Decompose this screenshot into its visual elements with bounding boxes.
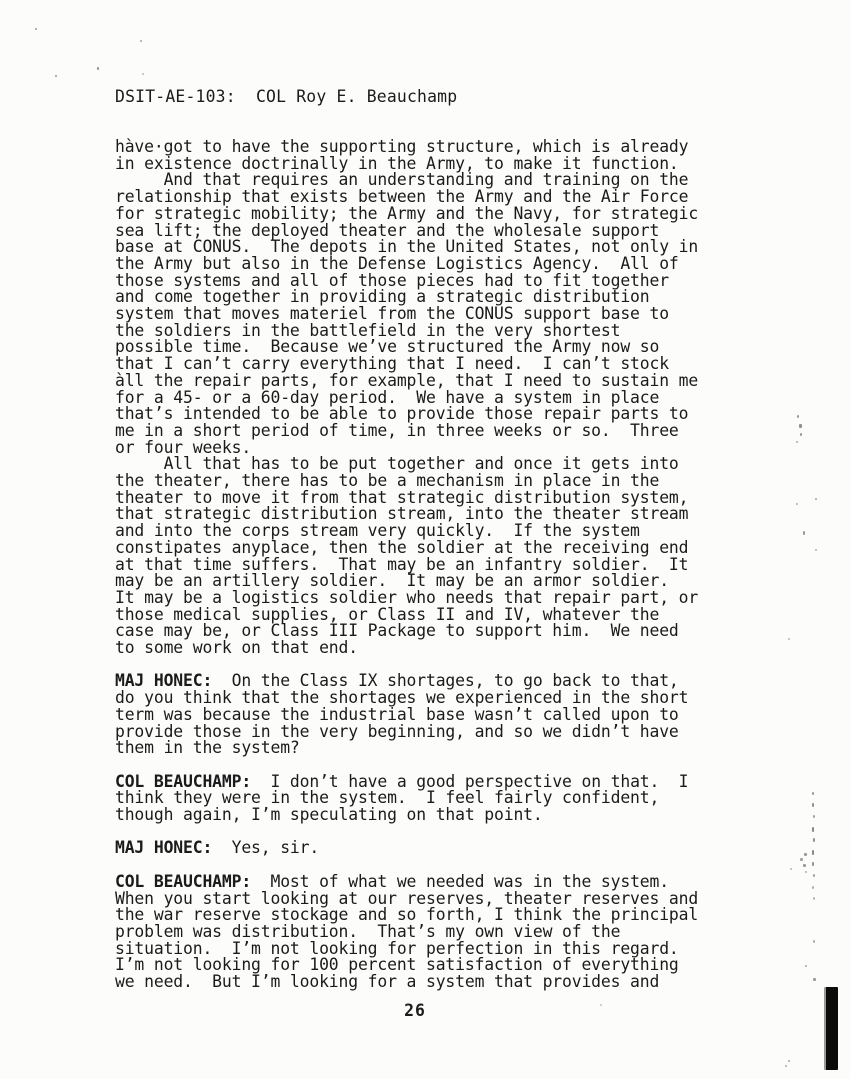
transcript-line: the Army but also in the Defense Logistics Agency. All of <box>115 253 679 273</box>
transcript-line: COL BEAUCHAMP: I don’t have a good perspective on that. I <box>115 771 689 791</box>
transcript-line: constipates anyplace, then the soldier at the receiving end <box>115 537 689 557</box>
scan-speck <box>803 531 805 535</box>
transcript-line: though again, I’m speculating on that point. <box>115 805 543 825</box>
transcript-line: When you start looking at our reserves, theater reserves and <box>115 888 699 908</box>
speaker-label: COL BEAUCHAMP: <box>115 871 252 891</box>
scan-speck <box>790 868 792 870</box>
transcript-line: or four weeks. <box>115 437 252 457</box>
scan-speck <box>799 424 802 428</box>
transcript-line: and into the corps stream very quickly. If the system <box>115 521 640 541</box>
transcript-line: provide those in the very beginning, and so we didn’t have <box>115 721 679 741</box>
transcript-paragraph <box>115 673 735 757</box>
transcript-paragraph <box>115 456 735 656</box>
scan-speck <box>55 75 57 77</box>
document-header: DSIT-AE-103: COL Roy E. Beauchamp <box>115 87 458 106</box>
scan-speck <box>812 792 814 795</box>
transcript-line: MAJ HONEC: Yes, sir. <box>115 838 320 858</box>
transcript-line: base at CONUS. The depots in the United States, not only in <box>115 237 699 257</box>
transcript-line: that I can’t carry everything that I need. I can’t stock <box>115 354 669 374</box>
scan-speck <box>813 978 816 981</box>
speaker-label: MAJ HONEC: <box>115 838 213 858</box>
page-number: 26 <box>404 1001 426 1020</box>
transcript-line: COL BEAUCHAMP: Most of what we needed was in the system. <box>115 871 669 891</box>
transcript-line: may be an artillery soldier. It may be an armor soldier. <box>115 571 669 591</box>
scan-speck <box>815 549 817 551</box>
transcript-line: system that moves materiel from the CONUS support base to <box>115 304 669 324</box>
scan-speck <box>785 1065 787 1067</box>
scan-speck <box>813 815 815 818</box>
scan-speck <box>805 871 807 873</box>
scan-speck <box>796 441 798 443</box>
transcript-line: think they were in the system. I feel fairly confident, <box>115 788 660 808</box>
transcript-line: possible time. Because we’ve structured the Army now so <box>115 337 660 357</box>
transcript-line: All that has to be put together and once it gets into <box>115 454 679 474</box>
transcript-line: sea lift; the deployed theater and the wholesale support <box>115 220 660 240</box>
transcript-line: for strategic mobility; the Army and the Navy, for strategic <box>115 203 699 223</box>
transcript-line: It may be a logistics soldier who needs that repair part, or <box>115 587 699 607</box>
scan-speck <box>788 638 790 640</box>
transcript-line: them in the system? <box>115 738 300 758</box>
transcript-line: for a 45- or a 60-day period. We have a system in place <box>115 387 660 407</box>
transcript-line: problem was distribution. That’s my own view of the <box>115 921 621 941</box>
transcript-line: in existence doctrinally in the Army, to make it function. <box>115 153 679 173</box>
transcript-line: that strategic distribution stream, into the theater stream <box>115 504 689 524</box>
transcript-line: that’s intended to be able to provide those repair parts to <box>115 404 689 424</box>
transcript-line: hàve·got to have the supporting structure, which is already <box>115 137 689 156</box>
scan-speck <box>813 838 815 842</box>
scan-speck <box>812 862 814 866</box>
speaker-label: COL BEAUCHAMP: <box>115 771 252 791</box>
scan-speck <box>797 415 799 418</box>
scan-speck <box>813 940 815 943</box>
scan-speck <box>813 874 815 877</box>
transcript-line: do you think that the shortages we experienced in the short <box>115 688 689 708</box>
transcript-line: to some work on that end. <box>115 638 358 658</box>
scan-speck <box>803 864 806 867</box>
transcript-line: situation. I’m not looking for perfection in this regard. <box>115 938 679 958</box>
transcript-line: me in a short period of time, in three weeks or so. Three <box>115 420 679 440</box>
transcript-line: and come together in providing a strategic distribution <box>115 287 650 307</box>
scan-speck <box>812 850 814 855</box>
scan-speck <box>812 886 814 889</box>
transcript-line: I’m not looking for 100 percent satisfaction of everything <box>115 955 679 975</box>
scan-speck <box>796 503 798 505</box>
scan-speck <box>805 965 807 967</box>
scan-speck <box>815 498 817 500</box>
transcript-paragraph <box>115 172 735 456</box>
speaker-label: MAJ HONEC: <box>115 671 213 691</box>
scan-speck <box>35 28 37 30</box>
transcript-line: And that requires an understanding and training on the <box>115 170 689 190</box>
transcript-paragraph <box>115 771 735 825</box>
transcript-line: at that time suffers. That may be an infantry soldier. It <box>115 554 689 574</box>
scan-speck <box>600 1004 602 1006</box>
scan-speck <box>142 73 144 75</box>
scan-speck <box>804 853 807 856</box>
transcript-line: those medical supplies, or Class II and IV, whatever the <box>115 604 660 624</box>
transcript-line: theater to move it from that strategic distribution system, <box>115 487 689 507</box>
scan-speck <box>97 67 99 70</box>
transcript-line: àll the repair parts, for example, that I need to sustain me <box>115 370 699 390</box>
transcript-paragraph <box>115 139 735 172</box>
transcript-line: the theater, there has to be a mechanism in place in the <box>115 471 660 491</box>
scan-speck <box>800 858 803 861</box>
scan-speck <box>812 803 814 807</box>
transcript-line: case may be, or Class III Package to support him. We need <box>115 621 679 641</box>
transcript-line: the soldiers in the battlefield in the very shortest <box>115 320 621 340</box>
transcript-line: those systems and all of those pieces had to fit together <box>115 270 669 290</box>
scan-speck <box>812 827 814 832</box>
transcript-line: relationship that exists between the Army and the Air Force <box>115 187 689 207</box>
scan-binding-bar-artifact <box>824 987 838 1070</box>
scan-speck <box>140 40 142 42</box>
transcript-line: the war reserve stockage and so forth, I think the principal <box>115 905 699 925</box>
transcript-line: we need. But I’m looking for a system that provides and <box>115 972 660 992</box>
transcript-body <box>115 139 735 991</box>
transcript-line: MAJ HONEC: On the Class IX shortages, to go back to that, <box>115 671 679 691</box>
scan-speck <box>800 433 802 436</box>
transcript-line: term was because the industrial base wasn’t called upon to <box>115 704 679 724</box>
transcript-paragraph <box>115 871 735 992</box>
scan-speck <box>788 1060 790 1062</box>
transcript-paragraph <box>115 840 735 857</box>
scan-speck <box>813 897 815 900</box>
